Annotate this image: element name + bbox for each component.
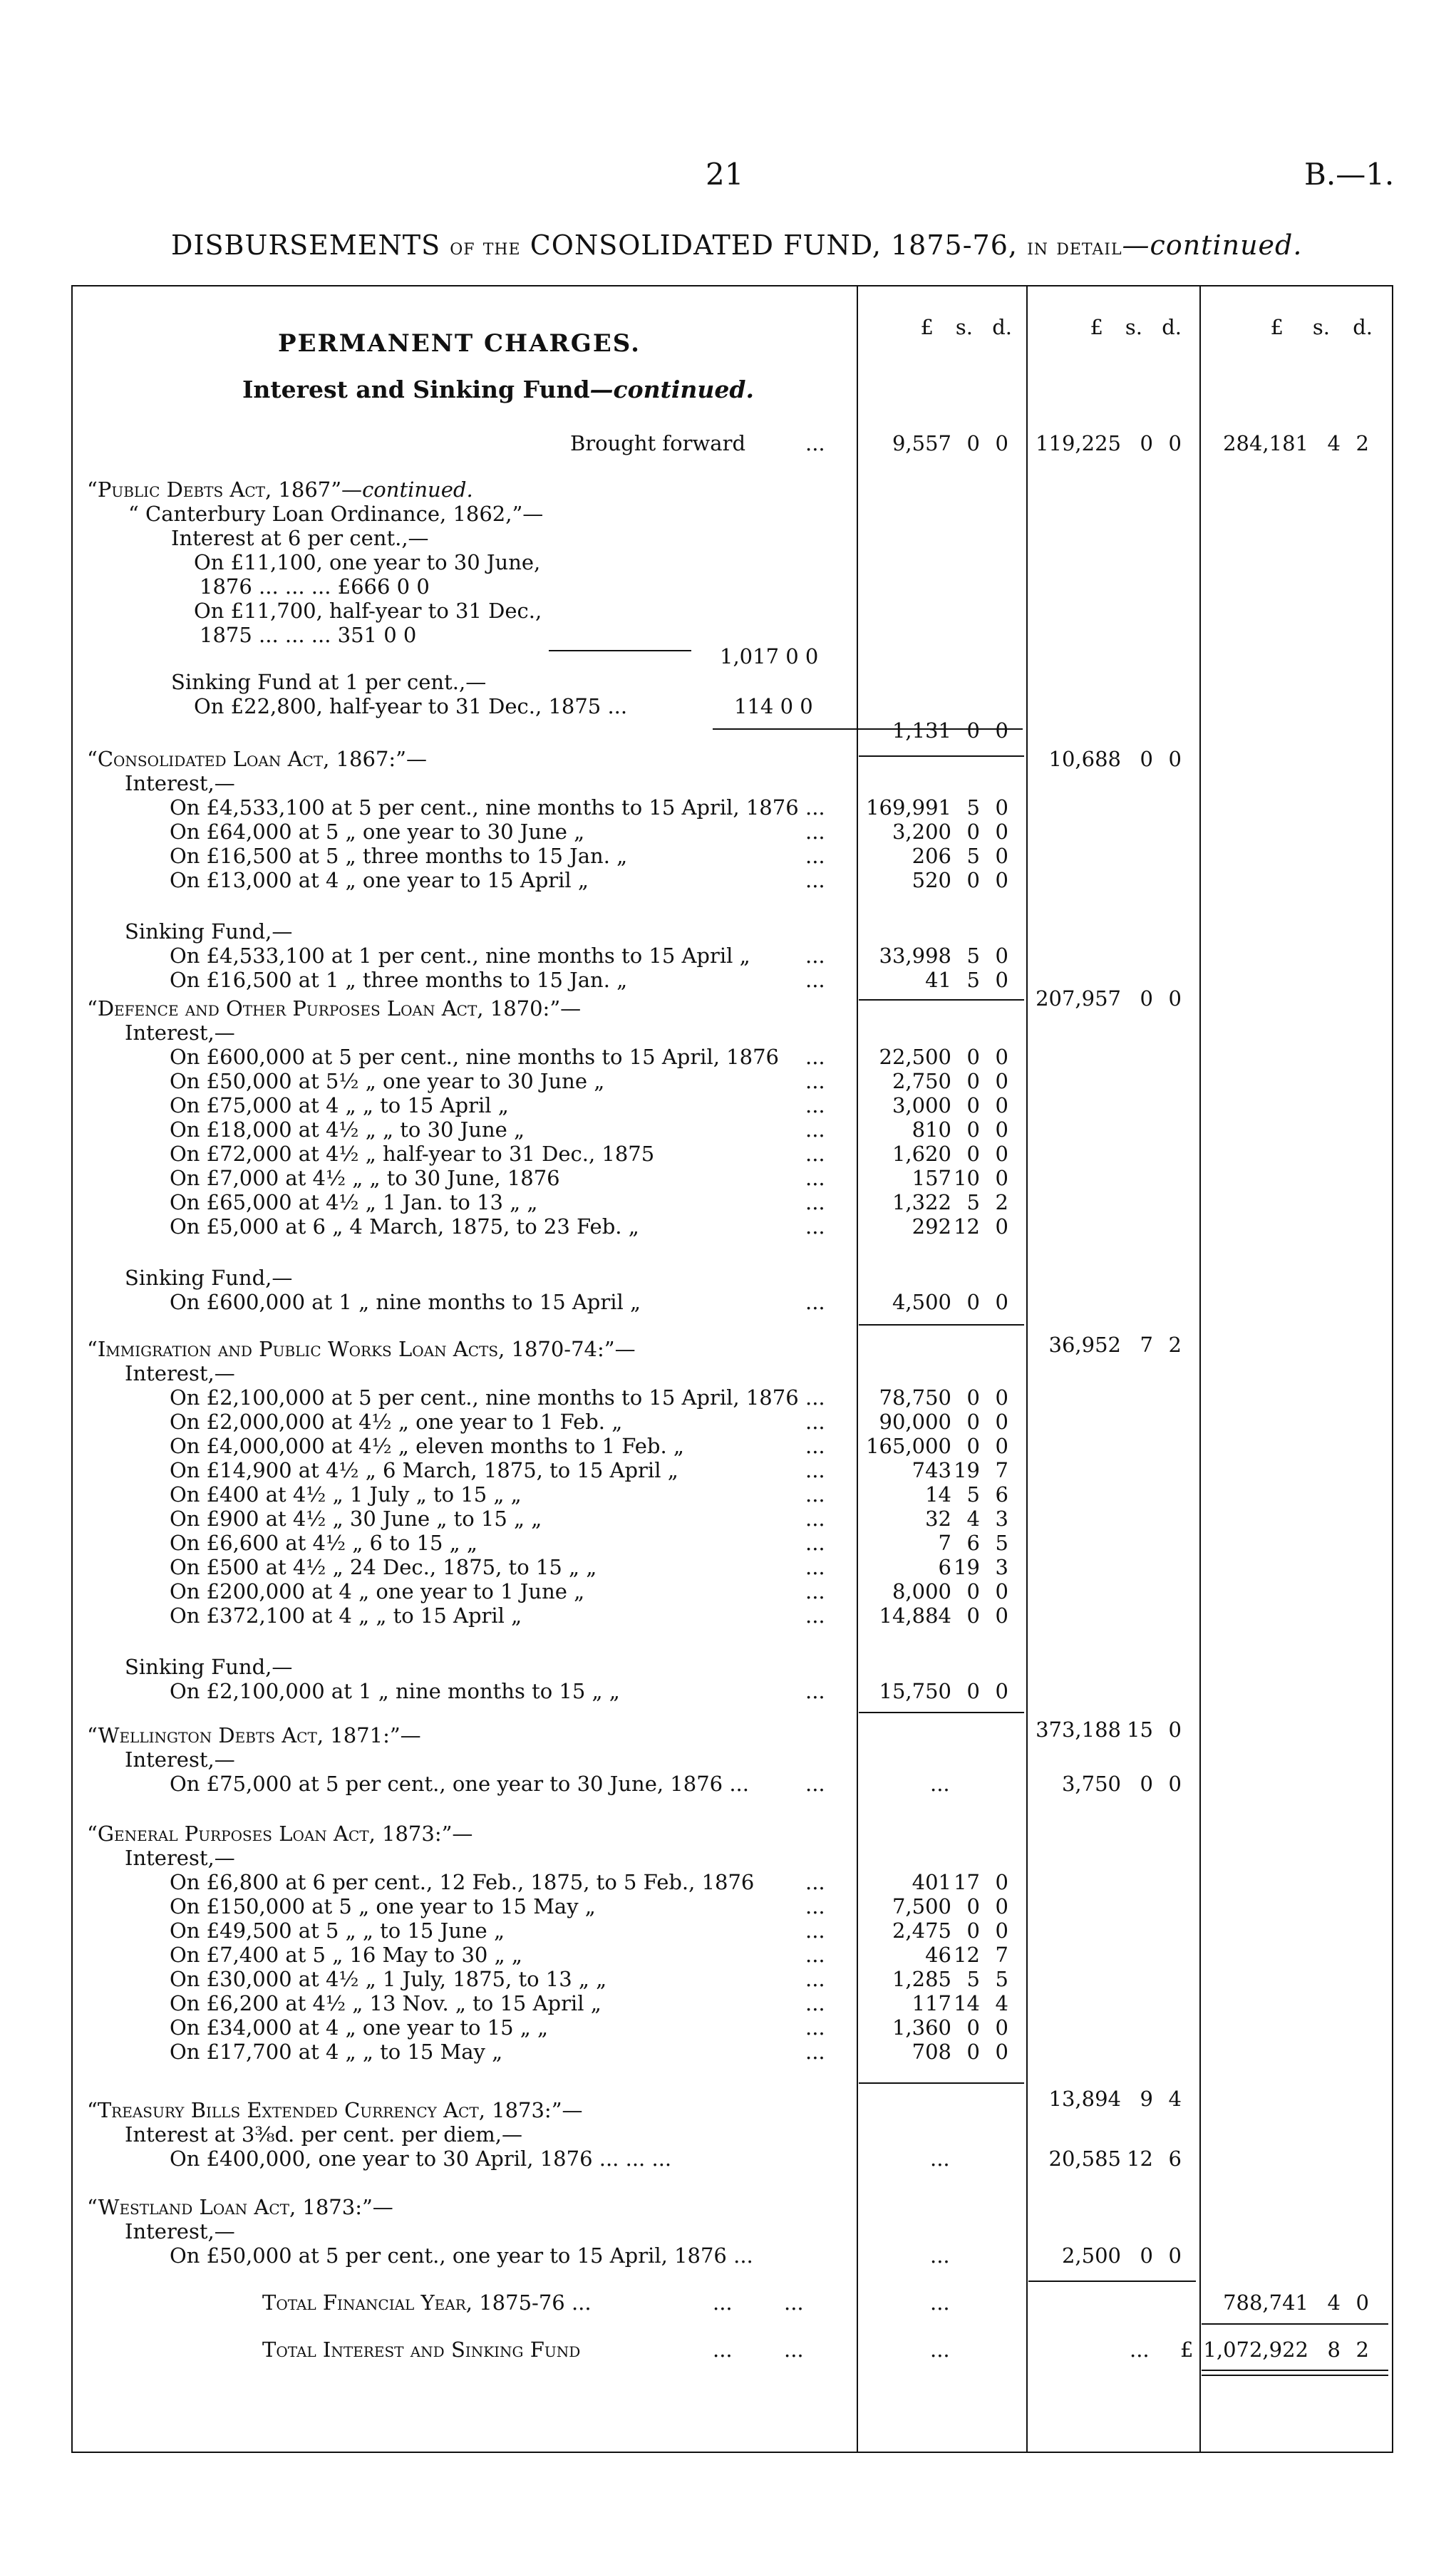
wellington-total: 3,750 0 0 — [1061, 1772, 1182, 1796]
consolidated-sinking-row-dots: ... — [805, 944, 825, 968]
immigration-row-amount: 78,750 0 0 — [879, 1385, 1008, 1410]
immigration-row-dots: ... — [805, 1410, 825, 1434]
financial-year-label: Total Financial Year, 1875-76 ... — [262, 2290, 592, 2315]
general-row-dots: ... — [805, 1918, 825, 1943]
general-rule — [859, 2082, 1024, 2084]
defence-row-dots: ... — [805, 1045, 825, 1069]
defence-row-text: On £5,000 at 6 „ 4 March, 1875, to 23 Feb. „ — [170, 1214, 639, 1239]
page-code: B.—1. — [1304, 157, 1395, 192]
immigration-row-text: On £14,900 at 4½ „ 6 March, 1875, to 15 April „ — [170, 1458, 678, 1482]
canterbury-interest: Interest at 6 per cent.,— — [171, 526, 429, 550]
brought-forward-label: Brought forward — [570, 431, 746, 455]
defence-sinking-row-dots: ... — [805, 1290, 825, 1314]
consolidated-sinking-row-amount: 33,998 5 0 — [879, 944, 1008, 968]
financial-year-dots-a: ... — [713, 2290, 733, 2315]
defence-row-text: On £600,000 at 5 per cent., nine months to 15 April, 1876 — [170, 1045, 779, 1069]
defence-row-dots: ... — [805, 1069, 825, 1093]
consolidated-row-dots: ... — [805, 844, 825, 868]
westland-line: On £50,000 at 5 per cent., one year to 15 April, 1876 ... — [170, 2243, 753, 2268]
interest-dots-a: ... — [713, 2338, 733, 2362]
col3-header: £ s. d. — [1270, 315, 1373, 339]
brought-forward-c1: 9,557 0 0 — [892, 431, 1008, 455]
immigration-row-dots: ... — [805, 1385, 825, 1410]
brought-forward-c2: 119,225 0 0 — [1036, 431, 1182, 455]
immigration-row-text: On £2,000,000 at 4½ „ one year to 1 Feb. „ — [170, 1410, 623, 1434]
immigration-row-text: On £4,000,000 at 4½ „ eleven months to 1 Feb. „ — [170, 1434, 684, 1458]
interest-dots-b: ... — [784, 2338, 804, 2362]
defence-row-amount: 292 12 0 — [912, 1214, 1008, 1239]
treasury-interest: Interest at 3⅜d. per cent. per diem,— — [125, 2122, 522, 2147]
defence-row-text: On £7,000 at 4½ „ „ to 30 June, 1876 — [170, 1166, 560, 1190]
financial-year-rule — [1028, 2281, 1196, 2282]
financial-year-total: 788,741 4 0 — [1223, 2290, 1369, 2315]
treasury-line: On £400,000, one year to 30 April, 1876 ... ... ... — [170, 2147, 672, 2171]
grand-total-rule-2 — [1202, 2375, 1388, 2376]
general-row-dots: ... — [805, 1967, 825, 1991]
wellington-interest: Interest,— — [125, 1747, 235, 1772]
immigration-interest: Interest,— — [125, 1361, 235, 1385]
general-row-amount: 1,360 0 0 — [892, 2015, 1008, 2040]
interest-c2-dots: ... — [1130, 2338, 1150, 2362]
consolidated-act: “Consolidated Loan Act, 1867:”— — [87, 747, 428, 771]
immigration-row-amount: 14 5 6 — [925, 1482, 1008, 1507]
wellington-dots: ... — [805, 1772, 825, 1796]
defence-sinking: Sinking Fund,— — [125, 1266, 293, 1290]
westland-c1-dots: ... — [930, 2243, 950, 2268]
immigration-row-dots: ... — [805, 1531, 825, 1555]
consolidated-rule — [859, 999, 1024, 1001]
consolidated-sinking-row-dots: ... — [805, 968, 825, 992]
wellington-line: On £75,000 at 5 per cent., one year to 30 June, 1876 ... — [170, 1772, 749, 1796]
immigration-row-dots: ... — [805, 1434, 825, 1458]
canterbury-line2b: 1875 ... ... ... 351 0 0 — [200, 623, 417, 647]
treasury-act: “Treasury Bills Extended Currency Act, 1873:”— — [87, 2098, 583, 2122]
defence-row-amount: 2,750 0 0 — [892, 1069, 1008, 1093]
westland-act: “Westland Loan Act, 1873:”— — [87, 2195, 393, 2219]
general-row-text: On £6,200 at 4½ „ 13 Nov. „ to 15 April „ — [170, 1991, 601, 2015]
financial-year-c1-dots: ... — [930, 2290, 950, 2315]
westland-interest: Interest,— — [125, 2219, 235, 2243]
consolidated-sinking-row-amount: 41 5 0 — [925, 968, 1008, 992]
treasury-c1-dots: ... — [930, 2147, 950, 2171]
defence-row-dots: ... — [805, 1190, 825, 1214]
canterbury-sinking-line: On £22,800, half-year to 31 Dec., 1875 ... — [194, 694, 628, 718]
defence-sinking-row-text: On £600,000 at 1 „ nine months to 15 April „ — [170, 1290, 641, 1314]
page-title: DISBURSEMENTS of the CONSOLIDATED FUND, 1875-76, in detail—continued. — [171, 229, 1303, 261]
general-row-dots: ... — [805, 1894, 825, 1918]
immigration-row-amount: 32 4 3 — [925, 1507, 1008, 1531]
defence-row-text: On £75,000 at 4 „ „ to 15 April „ — [170, 1093, 509, 1117]
canterbury-act: “Public Debts Act, 1867”—continued. — [87, 477, 473, 502]
general-row-text: On £7,400 at 5 „ 16 May to 30 „ „ — [170, 1943, 522, 1967]
general-row-dots: ... — [805, 1943, 825, 1967]
immigration-row-text: On £2,100,000 at 5 per cent., nine months to 15 April, 1876 — [170, 1385, 799, 1410]
consolidated-sinking: Sinking Fund,— — [125, 919, 293, 944]
immigration-row-amount: 14,884 0 0 — [879, 1603, 1008, 1628]
wellington-c1-dots: ... — [930, 1772, 950, 1796]
defence-interest: Interest,— — [125, 1021, 235, 1045]
defence-row-amount: 1,322 5 2 — [892, 1190, 1008, 1214]
consolidated-row-text: On £4,533,100 at 5 per cent., nine months to 15 April, 1876 — [170, 795, 799, 820]
immigration-row-dots: ... — [805, 1555, 825, 1579]
canterbury-total-c1: 1,131 0 0 — [892, 718, 1008, 743]
immigration-row-dots: ... — [805, 1603, 825, 1628]
general-row-amount: 117 14 4 — [912, 1991, 1008, 2015]
grand-total-rule-1 — [1202, 2370, 1388, 2371]
immigration-row-amount: 90,000 0 0 — [879, 1410, 1008, 1434]
immigration-row-dots: ... — [805, 1507, 825, 1531]
table-right-rule — [1392, 285, 1393, 2453]
general-row-amount: 2,475 0 0 — [892, 1918, 1008, 1943]
col2-header: £ s. d. — [1090, 315, 1182, 339]
immigration-row-text: On £400 at 4½ „ 1 July „ to 15 „ „ — [170, 1482, 522, 1507]
defence-row-dots: ... — [805, 1214, 825, 1239]
consolidated-row-amount: 169,991 5 0 — [866, 795, 1008, 820]
immigration-sinking: Sinking Fund,— — [125, 1655, 293, 1679]
defence-row-text: On £18,000 at 4½ „ „ to 30 June „ — [170, 1117, 525, 1142]
defence-act: “Defence and Other Purposes Loan Act, 1870:”— — [87, 996, 582, 1021]
table-top-rule — [71, 285, 1393, 286]
immigration-row-dots: ... — [805, 1579, 825, 1603]
defence-rule — [859, 1324, 1024, 1326]
interest-c1-dots: ... — [930, 2338, 950, 2362]
immigration-row-text: On £200,000 at 4 „ one year to 1 June „ — [170, 1579, 585, 1603]
consolidated-interest: Interest,— — [125, 771, 235, 795]
canterbury-line1b: 1876 ... ... ... £666 0 0 — [200, 574, 430, 599]
consolidated-row-text: On £13,000 at 4 „ one year to 15 April „ — [170, 868, 589, 892]
col1-divider — [857, 285, 858, 2453]
col1-header: £ s. d. — [920, 315, 1012, 339]
consolidated-sinking-row-text: On £4,533,100 at 1 per cent., nine months to 15 April „ — [170, 944, 750, 968]
consolidated-sinking-row-text: On £16,500 at 1 „ three months to 15 Jan. „ — [170, 968, 628, 992]
consolidated-row-text: On £16,500 at 5 „ three months to 15 Jan. „ — [170, 844, 628, 868]
general-row-text: On £6,800 at 6 per cent., 12 Feb., 1875, to 5 Feb., 1876 — [170, 1870, 755, 1894]
immigration-row-text: On £500 at 4½ „ 24 Dec., 1875, to 15 „ „ — [170, 1555, 597, 1579]
consolidated-row-amount: 3,200 0 0 — [892, 820, 1008, 844]
immigration-sinking-row-dots: ... — [805, 1679, 825, 1703]
immigration-row-amount: 7 6 5 — [938, 1531, 1008, 1555]
general-row-text: On £49,500 at 5 „ „ to 15 June „ — [170, 1918, 505, 1943]
defence-row-dots: ... — [805, 1166, 825, 1190]
defence-row-dots: ... — [805, 1093, 825, 1117]
immigration-sinking-row-amount: 15,750 0 0 — [879, 1679, 1008, 1703]
defence-row-amount: 157 10 0 — [912, 1166, 1008, 1190]
general-row-text: On £30,000 at 4½ „ 1 July, 1875, to 13 „ „ — [170, 1967, 607, 1991]
brought-forward-dots: ... — [805, 431, 825, 455]
general-row-amount: 401 17 0 — [912, 1870, 1008, 1894]
defence-row-amount: 22,500 0 0 — [879, 1045, 1008, 1069]
wellington-act: “Wellington Debts Act, 1871:”— — [87, 1723, 421, 1747]
general-row-amount: 7,500 0 0 — [892, 1894, 1008, 1918]
general-row-amount: 1,285 5 5 — [892, 1967, 1008, 1991]
consolidated-canterbury-total: 10,688 0 0 — [1048, 747, 1182, 771]
consolidated-row-dots: ... — [805, 820, 825, 844]
immigration-row-amount: 165,000 0 0 — [866, 1434, 1008, 1458]
defence-sinking-row-amount: 4,500 0 0 — [892, 1290, 1008, 1314]
immigration-row-text: On £372,100 at 4 „ „ to 15 April „ — [170, 1603, 522, 1628]
defence-row-amount: 3,000 0 0 — [892, 1093, 1008, 1117]
immigration-row-text: On £900 at 4½ „ 30 June „ to 15 „ „ — [170, 1507, 542, 1531]
general-row-dots: ... — [805, 2015, 825, 2040]
immigration-row-amount: 6 19 3 — [938, 1555, 1008, 1579]
consolidated-row-amount: 206 5 0 — [912, 844, 1008, 868]
col2-divider — [1026, 285, 1028, 2453]
interest-sinking-label: Total Interest and Sinking Fund — [262, 2338, 581, 2362]
canterbury-sinking-amt: 114 0 0 — [734, 694, 813, 718]
consolidated-row-amount: 520 0 0 — [912, 868, 1008, 892]
general-row-dots: ... — [805, 1870, 825, 1894]
treasury-total: 20,585 12 6 — [1048, 2147, 1182, 2171]
consolidated-row-dots: ... — [805, 795, 825, 820]
interest-pound-sign: £ — [1180, 2338, 1194, 2362]
immigration-row-dots: ... — [805, 1458, 825, 1482]
defence-row-amount: 1,620 0 0 — [892, 1142, 1008, 1166]
interest-total-top-rule — [1202, 2323, 1388, 2325]
canterbury-rule — [549, 650, 691, 651]
table-bottom-rule — [71, 2452, 1393, 2453]
immigration-rule — [859, 1712, 1024, 1713]
immigration-act: “Immigration and Public Works Loan Acts, 1870-74:”— — [87, 1337, 636, 1361]
general-interest: Interest,— — [125, 1846, 235, 1870]
immigration-row-amount: 743 19 7 — [912, 1458, 1008, 1482]
general-row-dots: ... — [805, 2040, 825, 2064]
westland-total: 2,500 0 0 — [1061, 2243, 1182, 2268]
defence-row-text: On £50,000 at 5½ „ one year to 30 June „ — [170, 1069, 605, 1093]
section-subheading: Interest and Sinking Fund—continued. — [242, 376, 754, 403]
immigration-row-text: On £6,600 at 4½ „ 6 to 15 „ „ — [170, 1531, 477, 1555]
canterbury-line1a: On £11,100, one year to 30 June, — [194, 550, 541, 574]
consolidated-total: 207,957 0 0 — [1036, 986, 1182, 1011]
consolidated-row-dots: ... — [805, 868, 825, 892]
defence-row-amount: 810 0 0 — [912, 1117, 1008, 1142]
table-left-rule — [71, 285, 73, 2453]
general-total: 13,894 9 4 — [1048, 2087, 1182, 2111]
immigration-row-amount: 8,000 0 0 — [892, 1579, 1008, 1603]
defence-row-dots: ... — [805, 1142, 825, 1166]
general-row-amount: 46 12 7 — [925, 1943, 1008, 1967]
defence-total: 36,952 7 2 — [1048, 1333, 1182, 1357]
general-row-dots: ... — [805, 1991, 825, 2015]
general-act: “General Purposes Loan Act, 1873:”— — [87, 1822, 473, 1846]
interest-sinking-total: 1,072,922 8 2 — [1203, 2338, 1369, 2362]
consolidated-row-text: On £64,000 at 5 „ one year to 30 June „ — [170, 820, 585, 844]
financial-year-dots-b: ... — [784, 2290, 804, 2315]
general-row-amount: 708 0 0 — [912, 2040, 1008, 2064]
general-row-text: On £34,000 at 4 „ one year to 15 „ „ — [170, 2015, 549, 2040]
canterbury-total-rule — [859, 755, 1024, 757]
general-row-text: On £150,000 at 5 „ one year to 15 May „ — [170, 1894, 596, 1918]
immigration-total: 373,188 15 0 — [1036, 1718, 1182, 1742]
immigration-row-dots: ... — [805, 1482, 825, 1507]
canterbury-line2a: On £11,700, half-year to 31 Dec., — [194, 599, 542, 623]
section-heading: PERMANENT CHARGES. — [278, 329, 641, 358]
defence-row-dots: ... — [805, 1117, 825, 1142]
page-number: 21 — [706, 157, 744, 192]
canterbury-sinking: Sinking Fund at 1 per cent.,— — [171, 670, 487, 694]
canterbury-ordinance: “ Canterbury Loan Ordinance, 1862,”— — [128, 502, 544, 526]
brought-forward-c3: 284,181 4 2 — [1223, 431, 1369, 455]
defence-row-text: On £65,000 at 4½ „ 1 Jan. to 13 „ „ — [170, 1190, 538, 1214]
general-row-text: On £17,700 at 4 „ „ to 15 May „ — [170, 2040, 503, 2064]
immigration-sinking-row-text: On £2,100,000 at 1 „ nine months to 15 „ „ — [170, 1679, 620, 1703]
canterbury-subtotal: 1,017 0 0 — [720, 644, 819, 668]
col3-divider — [1199, 285, 1201, 2453]
defence-row-text: On £72,000 at 4½ „ half-year to 31 Dec., 1875 — [170, 1142, 655, 1166]
